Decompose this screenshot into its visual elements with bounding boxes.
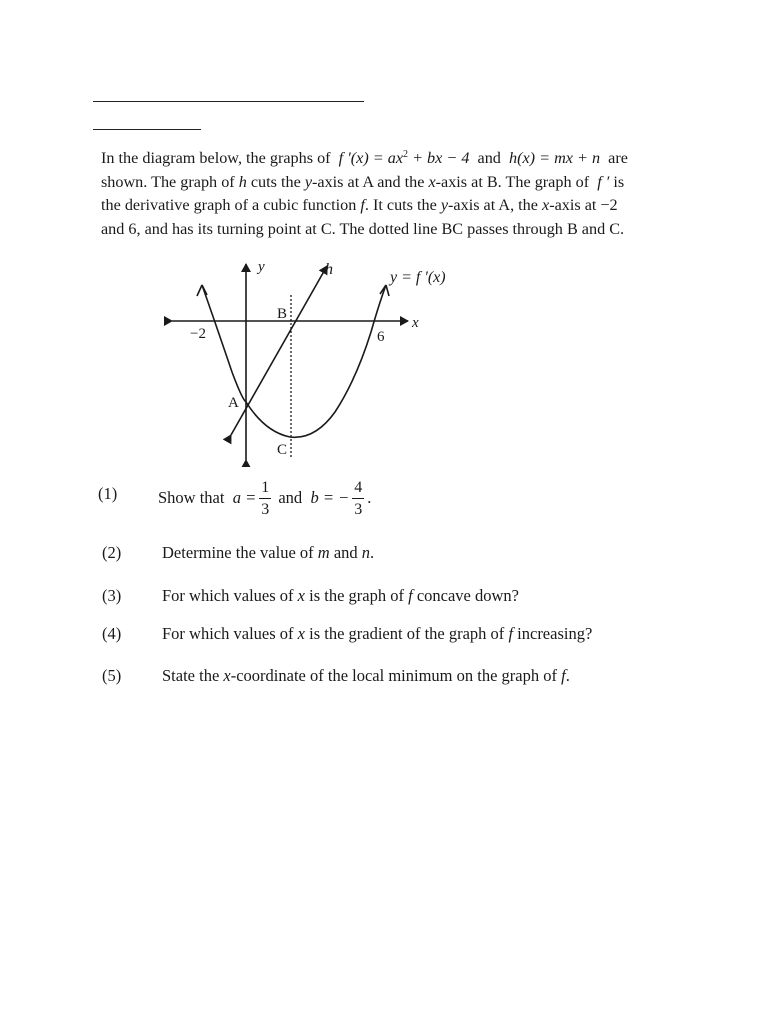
intro-text: -axis at −2 (549, 196, 618, 214)
x-symbol: x (223, 666, 231, 685)
question-number: (3) (102, 586, 122, 605)
fraction-numerator: 1 (259, 480, 271, 499)
question-text (162, 666, 570, 686)
fprime-definition-rest: + bx − 4 (412, 149, 470, 167)
x-intercept-neg2-label: −2 (190, 326, 206, 342)
fraction-numerator: 4 (352, 480, 364, 499)
question-text-part: Determine the value of (162, 543, 314, 562)
intro-text: -axis at B. The graph of (435, 172, 590, 191)
intro-line-2 (101, 171, 701, 195)
x-symbol: x (542, 196, 550, 214)
intro-text: the derivative graph of a cubic function (101, 196, 357, 214)
question-text-part: Show that (158, 487, 225, 507)
fraction-denominator: 3 (354, 501, 363, 518)
x-axis-label: x (412, 315, 419, 331)
intro-text: are (608, 149, 628, 167)
n-symbol: n (361, 543, 371, 562)
question-text (162, 624, 592, 644)
question-number: (2) (102, 543, 122, 562)
point-c-label: C (277, 442, 288, 458)
h-symbol: h (238, 172, 247, 191)
fraction-one-third (259, 480, 271, 518)
curve-label: y = f ′(x) (390, 269, 446, 286)
intro-line-3 (101, 194, 701, 218)
f-symbol: f (508, 624, 514, 643)
x-symbol: x (297, 624, 305, 643)
intro-line-1 (101, 147, 701, 171)
x-symbol: x (428, 172, 436, 191)
question-text-part: concave down? (416, 586, 519, 605)
intro-text: cuts the (250, 172, 301, 191)
f-symbol: f (561, 666, 566, 685)
intro-line-4 (101, 218, 701, 242)
question-text-part: . (367, 487, 372, 507)
question-text-part: State the (162, 666, 220, 685)
x-intercept-6-label: 6 (377, 329, 385, 345)
fprime-definition: f ′(x) = ax (338, 149, 404, 167)
exponent: 2 (403, 149, 409, 160)
f-symbol: f (408, 586, 413, 605)
question-text-part: is the graph of (309, 586, 404, 605)
y-axis-label: y (258, 259, 265, 275)
a-symbol: a = (232, 487, 257, 507)
intro-text: and 6, and has its turning point at C. The dotted line BC passes through B and C. (101, 219, 625, 238)
point-a-label: A (228, 395, 239, 411)
problem-statement (101, 147, 701, 241)
fraction-four-thirds (352, 480, 364, 518)
question-text-part: For which values of (162, 624, 294, 643)
question-text-part: For which values of (162, 586, 294, 605)
fprime-curve (202, 285, 386, 437)
question-text-part: and (278, 487, 303, 507)
fprime-symbol: f ′ (597, 172, 610, 191)
question-text-part: and (333, 543, 358, 562)
h-label: h (325, 261, 333, 278)
question-number: (1) (98, 484, 118, 503)
question-text (162, 543, 374, 563)
question-text (158, 480, 371, 518)
intro-text: In the diagram below, the graphs of (101, 149, 331, 167)
question-text (162, 586, 519, 606)
m-symbol: m (317, 543, 330, 562)
intro-text: -axis at A, the (448, 196, 538, 214)
y-symbol: y (440, 196, 449, 214)
question-text-part: is the gradient of the graph of (309, 624, 505, 643)
question-text-part: . (565, 666, 570, 685)
answer-line-short (93, 129, 201, 130)
x-symbol: x (297, 586, 305, 605)
question-number: (5) (102, 666, 122, 685)
y-symbol: y (304, 172, 313, 191)
intro-text: and (477, 149, 501, 167)
f-symbol: f (360, 196, 365, 214)
graph-diagram (160, 252, 480, 467)
fraction-denominator: 3 (261, 501, 270, 518)
question-number: (4) (102, 624, 122, 643)
b-symbol: b = − (310, 487, 350, 507)
point-b-label: B (277, 306, 288, 322)
question-text-part: . (370, 543, 375, 562)
question-text-part: increasing? (517, 624, 593, 643)
intro-text: -axis at A and the (312, 172, 425, 191)
question-text-part: -coordinate of the local minimum on the graph of (230, 666, 557, 685)
intro-text: shown. The graph of (101, 172, 235, 191)
h-definition: h(x) = mx + n (509, 149, 601, 167)
intro-text: . It cuts the (364, 196, 437, 214)
answer-line (93, 101, 364, 102)
intro-text: is (613, 172, 625, 191)
